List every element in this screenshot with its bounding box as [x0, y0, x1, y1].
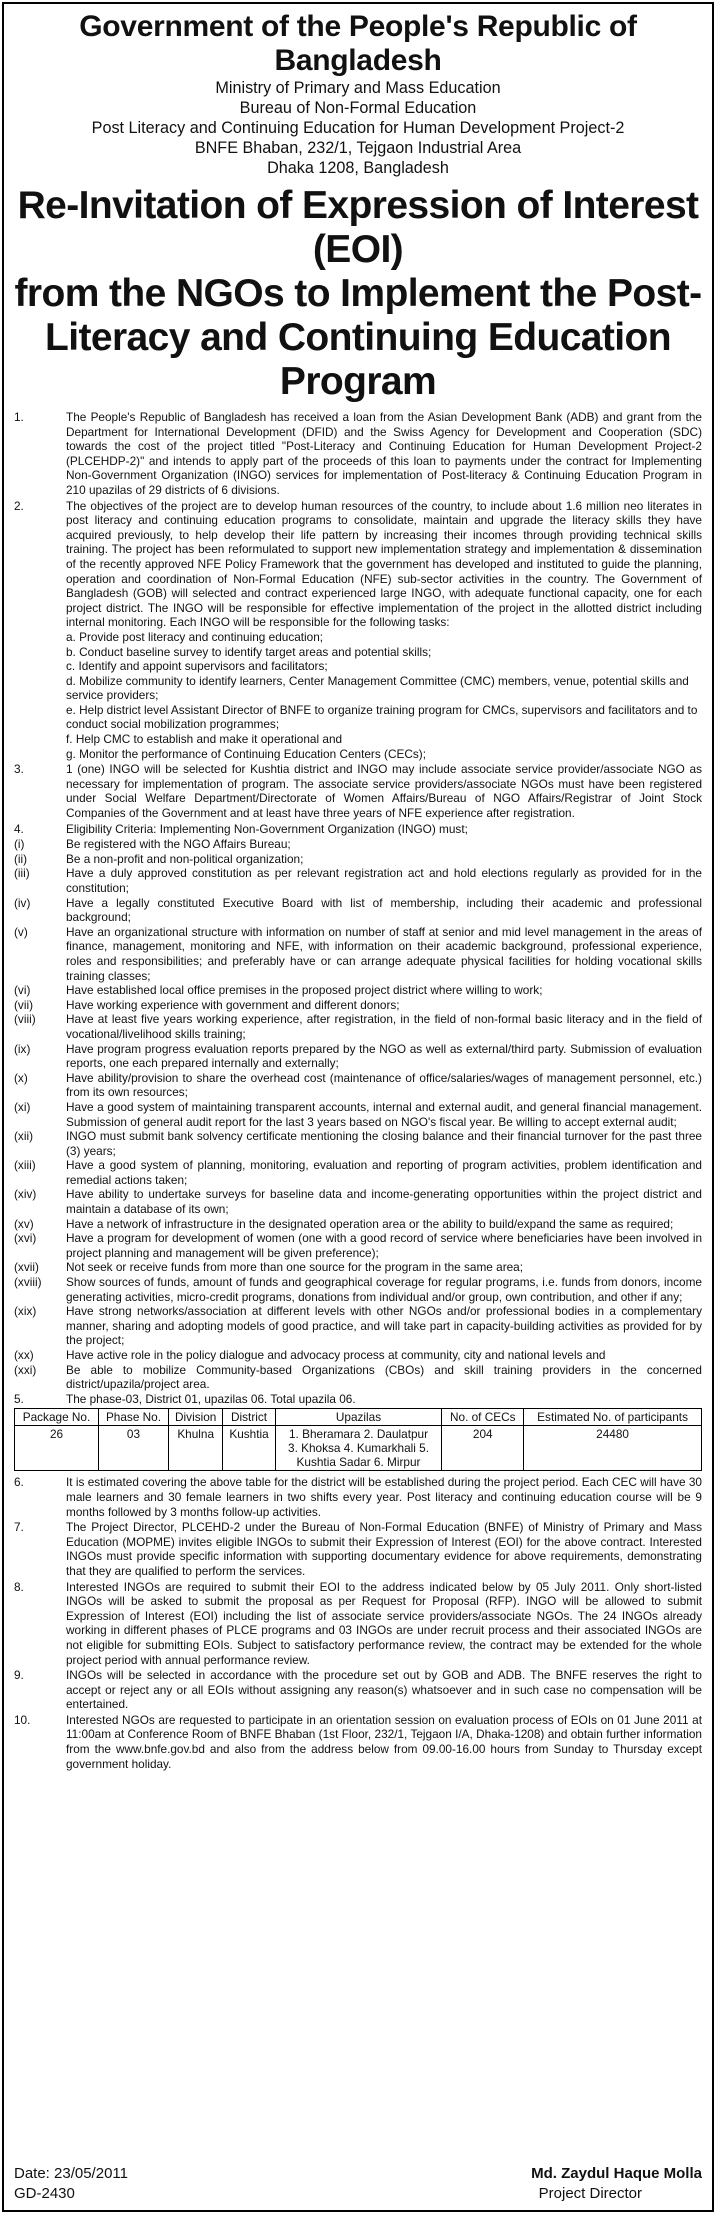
eoi-notice [2, 2, 714, 2212]
criterion-item: (xix) Have strong networks/association at different levels with other NGOs and/or professional bodies in a complementary manner, sharing and adopting models of good practice, and will take part in capacity-building activities as provided for by the project; [14, 1304, 702, 1348]
paragraph-1 [14, 410, 702, 498]
paragraph-number: 7. [14, 1520, 24, 1535]
bureau-line: Bureau of Non-Formal Education [239, 99, 477, 117]
paragraph-text: Eligibility Criteria: Implementing Non-Government Organization (INGO) must; [66, 821, 468, 836]
cecs-cell: 204 [442, 1426, 524, 1471]
criterion-item: (ii) Be a non-profit and non-political organization; [14, 851, 304, 866]
title-line-3: Literacy and Continuing Education Program [45, 316, 671, 403]
paragraph-text: 1 (one) INGO will be selected for Kushtia district and INGO may include associate service provider/associate NGO as necessary for implementation of program. The associate service providers/associate NGOs must have been registered under Social Welfare Department/Directorate of Women Affairs/Bureau of NGO Affairs/Registrar of Joint Stock Companies of the Government and at least have three years of NFE experience after registration. [66, 762, 702, 821]
signatory-designation: Project Director [538, 2185, 642, 2202]
paragraph-7 [14, 1520, 702, 1578]
division-cell: Khulna [168, 1426, 222, 1471]
paragraph-text: The phase-03, District 01, upazilas 06. Total upazila 06. [66, 1391, 356, 1406]
paragraph-2 [14, 499, 702, 762]
phase-cell: 03 [99, 1426, 169, 1471]
header [4, 4, 712, 404]
address-line-2: Dhaka 1208, Bangladesh [267, 159, 449, 177]
task-item: f. Help CMC to establish and make it operational and [66, 732, 343, 747]
criterion-item: (i) Be registered with the NGO Affairs Bureau; [14, 837, 291, 852]
paragraph-6 [14, 1475, 702, 1519]
reference-number: GD-2430 [14, 2185, 75, 2202]
package-cell: 26 [15, 1426, 99, 1471]
title-line-2: from the NGOs to Implement the Post- [14, 272, 702, 315]
package-table [14, 1408, 702, 1471]
table-header-row [15, 1409, 702, 1426]
column-header: Phase No. [99, 1409, 169, 1426]
column-header: No. of CECs [442, 1409, 524, 1426]
column-header: Upazilas [275, 1409, 442, 1426]
notice-date: Date: 23/05/2011 [14, 2165, 128, 2182]
criterion-item: (xv) Have a network of infrastructure in the designated operation area or the ability to build/expand the same as required; [14, 1216, 674, 1231]
paragraph-number: 9. [14, 1668, 24, 1683]
criterion-item: (ix) Have program progress evaluation reports prepared by the NGO as well as external/third party. Submission of evaluation reports, one each prepared internally and externally; [14, 1041, 702, 1071]
criterion-item: (xiv) Have ability to undertake surveys for baseline data and income-generating opportunities within the project district and maintain a database of its own; [14, 1187, 702, 1217]
task-item: g. Monitor the performance of Continuing Education Centers (CECs); [66, 746, 426, 761]
criterion-item: (xx) Have active role in the policy dialogue and advocacy process at community, city and national levels and [14, 1348, 606, 1362]
paragraph-number: 1. [14, 410, 24, 424]
criterion-item: (xiii) Have a good system of planning, monitoring, evaluation and reporting of program activities, problem identification and remedial actions taken; [14, 1158, 702, 1187]
column-header: Package No. [15, 1409, 99, 1426]
criterion-item: (vi) Have established local office premises in the proposed project district where willing to work; [14, 983, 543, 998]
notice-body [4, 404, 712, 1771]
paragraph-8 [14, 1580, 702, 1668]
criterion-item: (iv) Have a legally constituted Executive Board with list of membership, including their academic and professional background; [14, 895, 702, 925]
task-item: e. Help district level Assistant Director of BNFE to organize training program for CMCs, supervisors and facilitators and to conduct social mobilization programmes; [66, 702, 698, 732]
district-cell: Kushtia [223, 1426, 275, 1471]
criterion-item: (xvi) Have a program for development of women (one with a good record of service where beneficiaries have been involved in project planning and management will be given preference); [14, 1231, 702, 1260]
paragraph-number: 10. [14, 1712, 31, 1727]
paragraph-number: 4. [14, 821, 24, 836]
column-header: Estimated No. of participants [524, 1409, 702, 1426]
criteria-list [14, 837, 702, 1392]
title-line-1: Re-Invitation of Expression of Interest (EOI) [17, 184, 699, 271]
paragraph-text: Interested INGOs are required to submit their EOI to the address indicated below by 05 July 2011. Only short-listed INGOs will be asked to submit the proposal as per Request for Proposal (RFP). INGO will be allowed to submit Expression of Interest (EOI) including the list of associate service providers/associate NGOs. The 24 INGOs already working in different phases of PLCE programs and 03 INGOs are under recruit process and their associated INGOs are not eligible for submitting EOIs. Subject to satisfactory performance review, the contract may be extended for the whole project period with annual performance review. [66, 1579, 702, 1667]
paragraph-3 [14, 762, 702, 820]
ministry-line: Ministry of Primary and Mass Education [215, 79, 501, 97]
paragraph-text: It is estimated covering the above table for the district will be established during the project period. Each CEC will have 30 male learners and 30 female learners in two shifts every year. Post literacy and continuing education course will be 9 months followed by 3 months follow-up activities. [66, 1475, 702, 1519]
paragraph-number: 6. [14, 1475, 24, 1490]
criterion-item: (xviii) Show sources of funds, amount of funds and geographical coverage for regular programs, i.e. funds from donors, income generating activities, micro-credit programs, donations from individual and/or group, own contribution, and other if any; [14, 1275, 702, 1304]
criterion-item: (xi) Have a good system of maintaining transparent accounts, internal and external audit, and general financial management. Submission of general audit report for the last 3 years based on NGO's fiscal year. Be willing to accept external audit; [14, 1099, 702, 1129]
address-line-1: BNFE Bhaban, 232/1, Tejgaon Industrial Area [194, 139, 522, 157]
column-header: District [223, 1409, 275, 1426]
paragraph-number: 8. [14, 1579, 24, 1594]
paragraph-text: The Project Director, PLCEHD-2 under the Bureau of Non-Formal Education (BNFE) of Ministry of Primary and Mass Education (MOPME) invites eligible INGOs to submit their Expression of Interest (EOI) for the above contract. Interested INGOs must provide specific information with supporting documentary evidence for above requirements, demonstrating that they are qualified to perform the services. [66, 1520, 702, 1578]
paragraph-text: INGOs will be selected in accordance with the procedure set out by GOB and ADB. The BNFE reserves the right to accept or reject any or all EOIs without assigning any reason(s) whatsoever and in such case no compensation will be entertained. [66, 1668, 702, 1712]
task-list [66, 630, 702, 761]
paragraph-text: Interested NGOs are requested to participate in an orientation session on evaluation process of EOIs on 01 June 2011 at 11:00am at Conference Room of BNFE Bhaban (1st Floor, 232/1, Tejgaon I/A, Dhaka-1208) and obtain further information from the www.bnfe.gov.bd and also from the address below from 09.00-16.00 hours from Sunday to Thursday except government holiday. [66, 1712, 702, 1771]
paragraph-text: The People's Republic of Bangladesh has received a loan from the Asian Development Bank (ADB) and grant from the Department for International Development (DFID) and the Swiss Agency for Development and Cooperation (SDC) towards the cost of the project titled "Post-Literacy and Continuing Education for Human Development Project-2 (PLCEHDP-2)" and intends to apply part of the proceeds of this loan to payments under the contract for Implementing Non-Government Organization (INGO) services for implementation of Post-literacy & Continuing Education Program in 210 upazilas of 29 districts of 6 divisions. [66, 410, 702, 497]
column-header: Division [168, 1409, 222, 1426]
paragraph-number: 5. [14, 1391, 24, 1406]
upazilas-cell: 1. Bheramara 2. Daulatpur 3. Khoksa 4. Kumarkhali 5. Kushtia Sadar 6. Mirpur [275, 1426, 442, 1471]
paragraph-10 [14, 1713, 702, 1771]
criterion-item: (v) Have an organizational structure with information on number of staff at senior and mid level management in the areas of finance, management, monitoring and NFE, with information on their academic background, professional experience, roles and responsibilities; and preferably have or can arrange adequate physical facilities for holding vocational skills training classes; [14, 924, 702, 983]
criterion-item: (vii) Have working experience with government and different donors; [14, 997, 400, 1012]
task-item: d. Mobilize community to identify learners, Center Management Committee (CMC) members, venue, potential skills and service providers; [66, 673, 689, 703]
paragraph-text: The objectives of the project are to develop human resources of the country, to include about 1.6 million neo literates in post literacy and continuing education programs to consolidate, maintain and upgrade the literacy skills they have acquired previously, to help develop their life pattern by increasing their incomes through providing technical skills training. The project has been reformulated to support new implementation strategy and implementation & dissemination of the recently approved NFE Policy Framework that the government has developed and instituted to guide the planning, operation and coordination of Non-Formal Education (NFE) sub-sector activities in the country. The Government of Bangladesh (GOB) will selected and contract experienced large INGO, with adequate functional capacity, one for each project district. The INGO will be responsible for effective implementation of the project in the allotted district including internal monitoring. Each INGO will be responsible for the following tasks: [66, 498, 702, 630]
criterion-item: (iii) Have a duly approved constitution as per relevant registration act and hold elections regularly as provided for in the constitution; [14, 866, 702, 895]
task-item: c. Identify and appoint supervisors and facilitators; [66, 659, 328, 674]
task-item: b. Conduct baseline survey to identify target areas and potential skills; [66, 644, 432, 659]
paragraph-number: 2. [14, 498, 24, 513]
task-item: a. Provide post literacy and continuing education; [66, 629, 324, 644]
criterion-item: (xxi) Be able to mobilize Community-based Organizations (CBOs) and skill training providers in the concerned district/upazila/project area. [14, 1362, 702, 1392]
paragraph-9 [14, 1668, 702, 1712]
footer [14, 2164, 702, 2204]
table-row [15, 1426, 702, 1471]
criterion-item: (x) Have ability/provision to share the overhead cost (maintenance of office/salaries/wages of management personnel, etc.) from its own resources; [14, 1070, 702, 1100]
criterion-item: (xii) INGO must submit bank solvency certificate mentioning the closing balance and their financial turnover for the past three (3) years; [14, 1129, 702, 1158]
paragraph-5 [14, 1392, 702, 1407]
notice-title [4, 184, 712, 404]
project-line: Post Literacy and Continuing Education for Human Development Project-2 [91, 119, 625, 137]
criterion-item: (viii) Have at least five years working experience, after registration, in the field of non-formal basic literacy and in the field of vocational/livelihood skills training; [14, 1012, 702, 1041]
paragraph-4 [14, 822, 702, 837]
signatory-name: Md. Zaydul Haque Molla [531, 2165, 702, 2182]
participants-cell: 24480 [524, 1426, 702, 1471]
government-heading: Government of the People's Republic of Bangladesh [79, 10, 637, 77]
criterion-item: (xvii) Not seek or receive funds from more than one source for the program in the same area; [14, 1260, 524, 1275]
paragraph-number: 3. [14, 762, 24, 777]
